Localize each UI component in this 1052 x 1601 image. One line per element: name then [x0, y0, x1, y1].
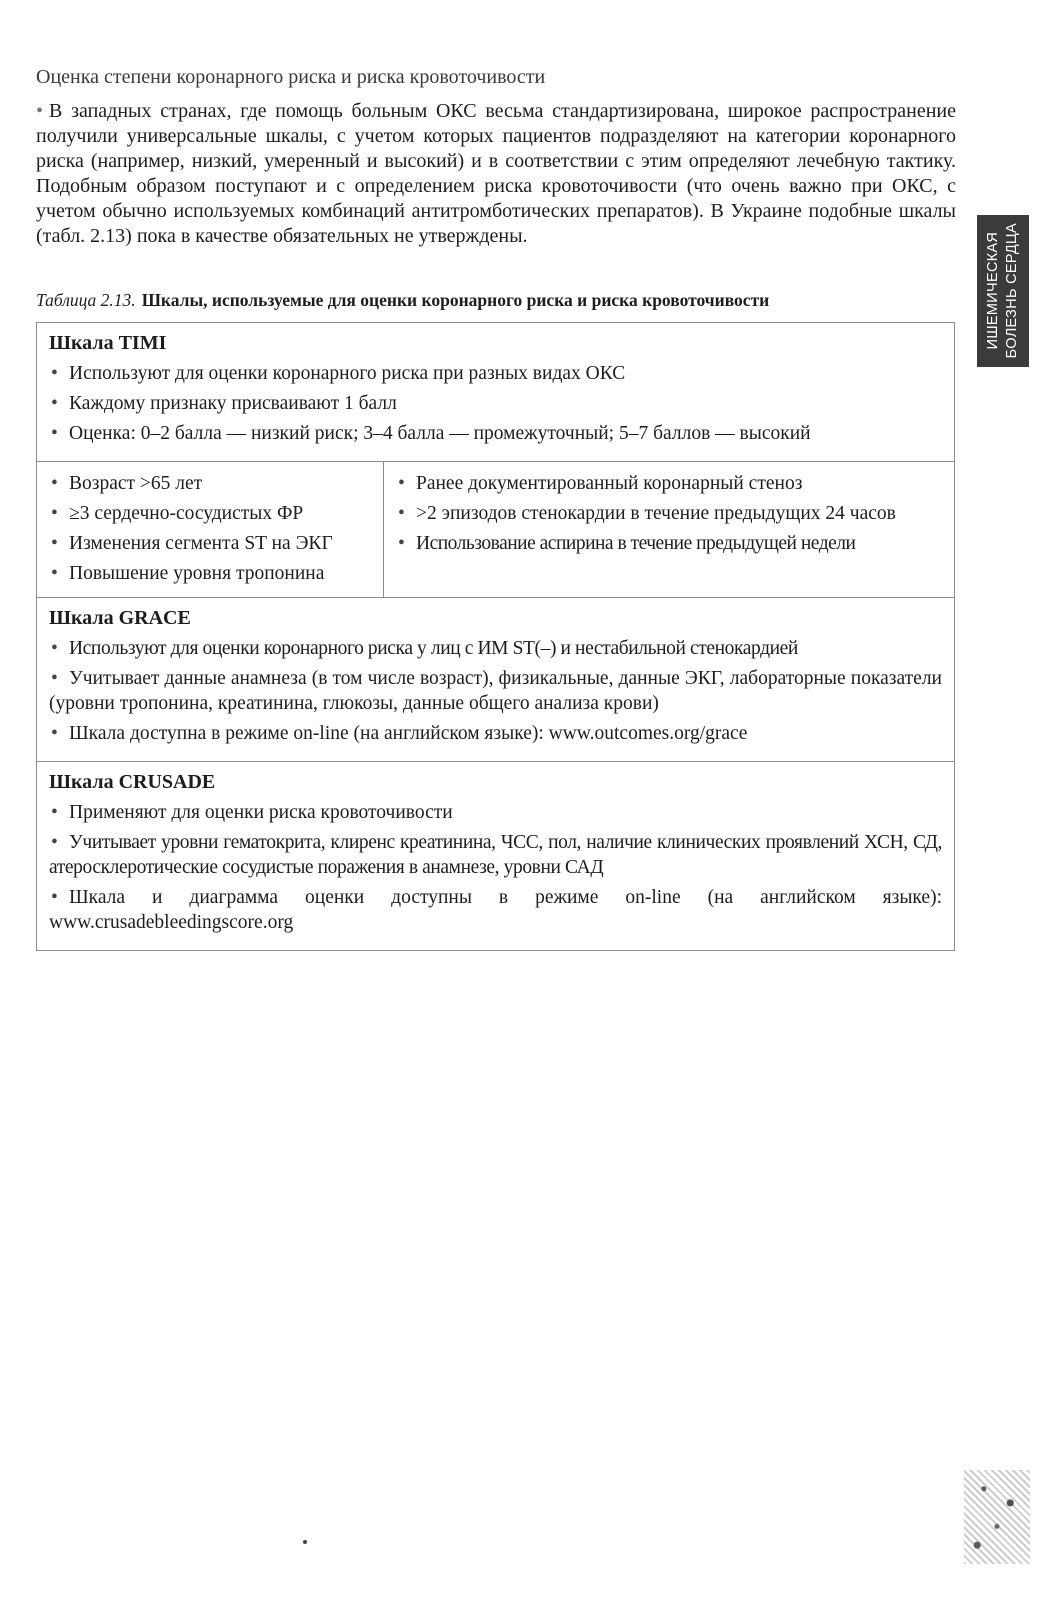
timi-criteria-left — [37, 462, 384, 597]
list-item: • Шкала доступна в режиме on-line (на английском языке): www.outcomes.org/grace — [49, 721, 942, 746]
list-item: • Учитывает уровни гематокрита, клиренс креатинина, ЧСС, пол, наличие клинических проявлений ХСН, СД, атеросклеротические сосудистые поражения в анамнезе, уровни САД — [49, 830, 942, 880]
list-item: • >2 эпизодов стенокардии в течение предыдущих 24 часов — [396, 501, 942, 526]
chapter-side-tab — [977, 215, 1029, 367]
grace-title: Шкала GRACE — [49, 607, 191, 629]
table-caption-title: Шкалы, используемые для оценки коронарного риска и риска кровоточивости — [141, 290, 770, 310]
table-caption-label: Таблица 2.13. — [36, 290, 136, 310]
crusade-section — [37, 761, 954, 950]
intro-text: В западных странах, где помощь больным ОКС весьма стандартизирована, широкое распространение получили универсальные шкалы, с учетом которых пациентов подразделяют на категории коронарного риска (например, низкий, умеренный и высокий) и в соответствии с этим определяют лечебную тактику. Подобным образом поступают и с определением риска кровоточивости (что очень важно при ОКС, с учетом обычно используемых комбинаций антитромботических препаратов). В Украине подобные шкалы (табл. 2.13) пока в качестве обязательных не утверждены. — [36, 100, 956, 247]
list-item: • Используют для оценки коронарного риска при разных видах ОКС — [49, 361, 942, 386]
list-item: • Повышение уровня тропонина — [49, 561, 371, 586]
chapter-side-tab-text — [984, 223, 1022, 358]
crusade-title: Шкала CRUSADE — [49, 771, 216, 793]
side-tab-line-2: БОЛЕЗНЬ СЕРДЦА — [1004, 223, 1020, 359]
side-tab-line-1: ИШЕМИЧЕСКАЯ — [985, 232, 1001, 350]
timi-criteria-grid — [37, 461, 954, 597]
scan-noise-mark — [964, 1470, 1030, 1564]
timi-section — [37, 323, 954, 597]
intro-paragraph — [36, 99, 956, 249]
list-item: • Применяют для оценки риска кровоточивости — [49, 800, 942, 825]
grace-section — [37, 597, 954, 761]
timi-criteria-right — [384, 462, 954, 597]
list-item: • Использование аспирина в течение предыдущей недели — [396, 531, 942, 556]
stray-dot — [303, 1540, 307, 1544]
list-item: • ≥3 сердечно-сосудистых ФР — [49, 501, 371, 526]
list-item: • Изменения сегмента ST на ЭКГ — [49, 531, 371, 556]
timi-header-block — [37, 323, 954, 461]
table-caption — [36, 290, 956, 311]
section-heading: Оценка степени коронарного риска и риска кровоточивости — [36, 66, 546, 88]
list-item: • Учитывает данные анамнеза (в том числе возраст), физикальные, данные ЭКГ, лабораторные показатели (уровни тропонина, креатинина, глюкозы, данные общего анализа крови) — [49, 666, 942, 716]
grace-list — [49, 636, 942, 746]
intro-bullet: • — [36, 100, 44, 122]
crusade-list — [49, 800, 942, 935]
scales-table — [36, 322, 955, 951]
timi-list — [49, 361, 942, 446]
list-item: • Каждому признаку присваивают 1 балл — [49, 391, 942, 416]
list-item: • Шкала и диаграмма оценки доступны в режиме on-line (на английском языке): www.crusadebleedingscore.org — [49, 885, 942, 935]
timi-title: Шкала TIMI — [49, 332, 167, 354]
list-item: • Оценка: 0–2 балла — низкий риск; 3–4 балла — промежуточный; 5–7 баллов — высокий — [49, 421, 942, 446]
list-item: • Используют для оценки коронарного риска у лиц с ИМ ST(–) и нестабильной стенокардией — [49, 636, 942, 661]
list-item: • Возраст >65 лет — [49, 471, 371, 496]
list-item: • Ранее документированный коронарный стеноз — [396, 471, 942, 496]
timi-right-list — [396, 471, 942, 556]
timi-left-list — [49, 471, 371, 586]
